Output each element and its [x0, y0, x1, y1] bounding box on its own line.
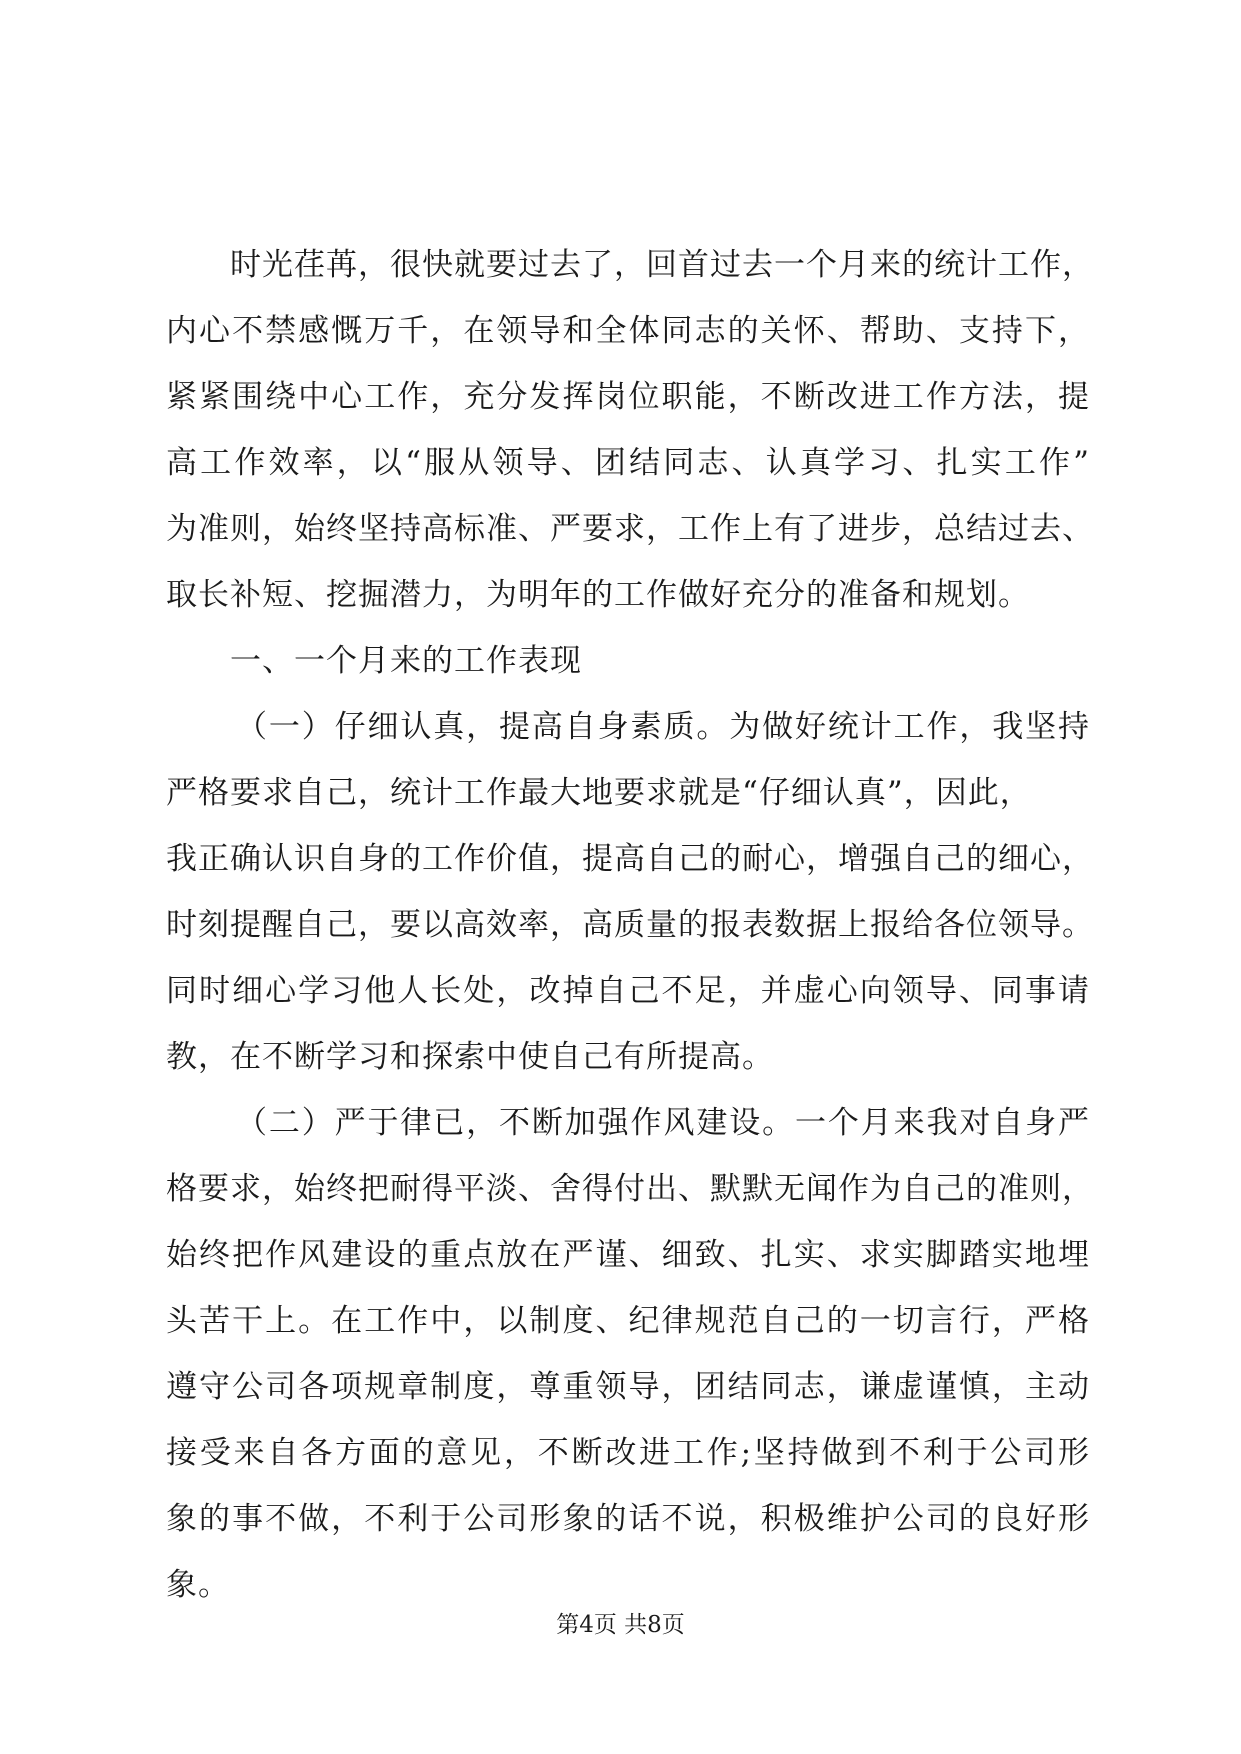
text-line: 严格要求自己，统计工作最大地要求就是“仔细认真”，因此， — [166, 775, 1032, 811]
text-line: 头苦干上。在工作中，以制度、纪律规范自己的一切言行，严格 — [166, 1303, 1090, 1339]
text-line: 时刻提醒自己，要以高效率，高质量的报表数据上报给各位领导。 — [166, 907, 1094, 943]
body-text — [166, 232, 1094, 1618]
text-line: （二）严于律已，不断加强作风建设。一个月来我对自身严 — [236, 1105, 1090, 1141]
text-line: 教，在不断学习和探索中使自己有所提高。 — [166, 1039, 774, 1075]
text-line: 格要求，始终把耐得平淡、舍得付出、默默无闻作为自己的准则， — [166, 1171, 1094, 1207]
text-line: 为准则，始终坚持高标准、严要求，工作上有了进步，总结过去、 — [166, 511, 1094, 547]
text-line: 始终把作风建设的重点放在严谨、细致、扎实、求实脚踏实地埋 — [166, 1237, 1090, 1273]
text-line: 同时细心学习他人长处，改掉自己不足，并虚心向领导、同事请 — [166, 973, 1090, 1009]
text-line: 象的事不做，不利于公司形象的话不说，积极维护公司的良好形 — [166, 1501, 1090, 1537]
text-line: 时光荏苒，很快就要过去了，回首过去一个月来的统计工作， — [230, 247, 1094, 283]
text-line: （一）仔细认真，提高自身素质。为做好统计工作，我坚持 — [236, 709, 1090, 745]
text-line: 我正确认识自身的工作价值，提高自己的耐心，增强自己的细心， — [166, 841, 1094, 877]
text-line: 取长补短、挖掘潜力，为明年的工作做好充分的准备和规划。 — [166, 577, 1030, 613]
page-footer: 第4页 共8页 — [556, 1612, 685, 1638]
text-line: 遵守公司各项规章制度，尊重领导，团结同志，谦虚谨慎，主动 — [166, 1369, 1090, 1405]
text-line: 高工作效率，以“服从领导、团结同志、认真学习、扎实工作” — [166, 445, 1090, 481]
text-line: 象。 — [166, 1567, 230, 1603]
text-line: 内心不禁感慨万千，在领导和全体同志的关怀、帮助、支持下， — [166, 313, 1090, 349]
text-line: 紧紧围绕中心工作，充分发挥岗位职能，不断改进工作方法，提 — [166, 379, 1090, 415]
text-line: 一、一个月来的工作表现 — [230, 643, 582, 679]
text-line: 接受来自各方面的意见，不断改进工作;坚持做到不利于公司形 — [166, 1435, 1090, 1471]
